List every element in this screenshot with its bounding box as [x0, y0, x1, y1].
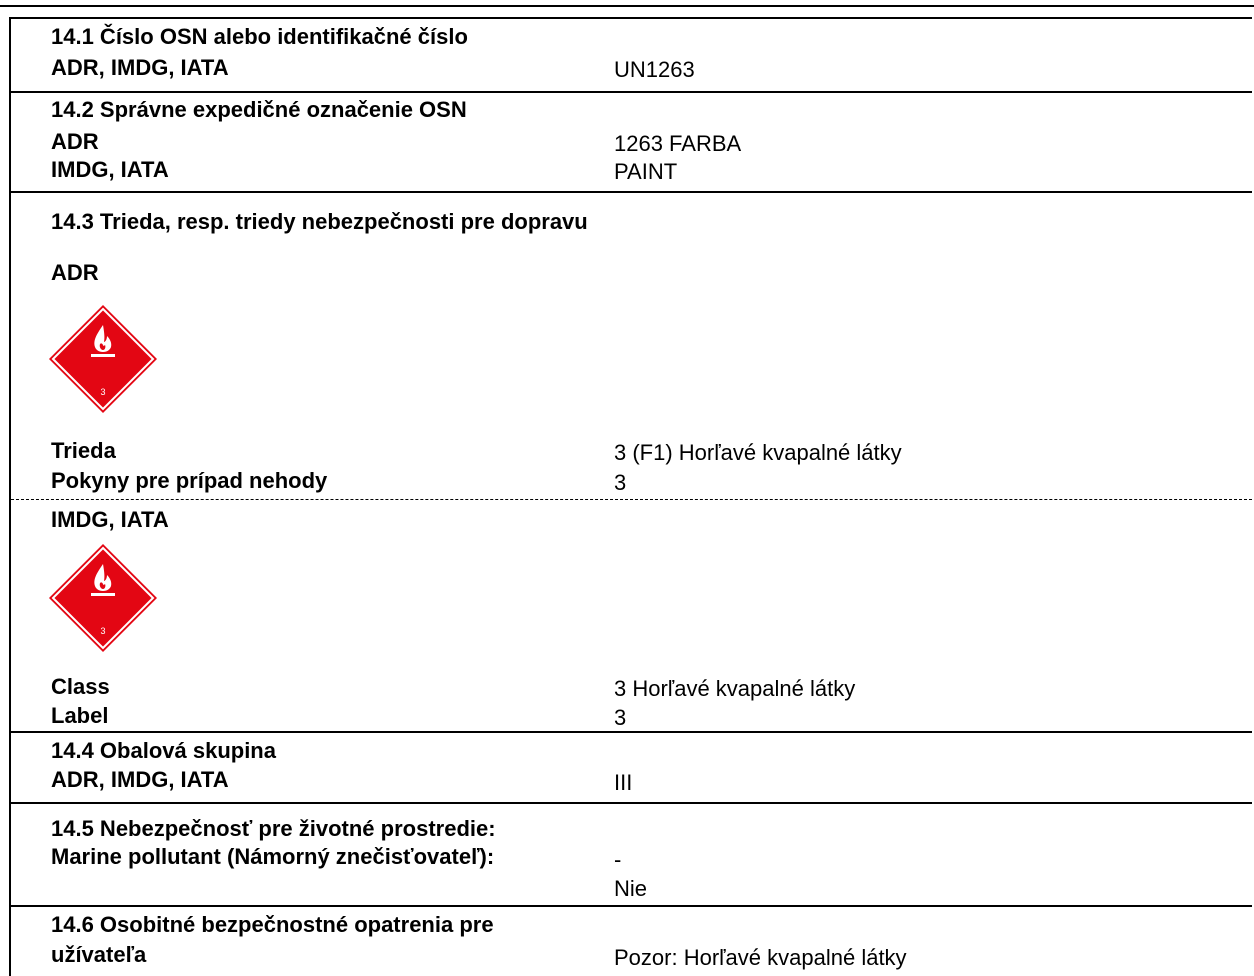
section-14-3-adr-value-trieda: 3 (F1) Horľavé kvapalné látky — [614, 440, 902, 465]
section-14-4-label: ADR, IMDG, IATA — [51, 767, 229, 792]
section-14-3-imdg-title: IMDG, IATA — [51, 507, 169, 532]
section-14-2-heading: 14.2 Správne expedičné označenie OSN — [51, 97, 467, 122]
section-14-6-value: Pozor: Horľavé kvapalné látky — [614, 945, 907, 970]
pictogram-class-number: 3 — [100, 626, 106, 636]
section-14-3-adr-title: ADR — [51, 260, 99, 285]
section-14-3-heading: 14.3 Trieda, resp. triedy nebezpečnosti pre dopravu — [51, 209, 588, 234]
divider-line — [11, 802, 1252, 804]
section-14-1-heading: 14.1 Číslo OSN alebo identifikačné číslo — [51, 24, 468, 49]
section-14-4-value: III — [614, 770, 633, 795]
section-14-1-label: ADR, IMDG, IATA — [51, 55, 229, 80]
divider-line — [11, 905, 1252, 907]
divider-line — [11, 191, 1252, 193]
section-14-5-label: Marine pollutant (Námorný znečisťovateľ): — [51, 844, 495, 869]
flammable-liquid-diamond-icon — [49, 544, 157, 652]
section-14-3-imdg-label-class: Class — [51, 674, 110, 699]
pictogram-class-number: 3 — [100, 387, 106, 397]
flammable-liquid-diamond-icon — [49, 305, 157, 413]
section-14-5-heading: 14.5 Nebezpečnosť pre životné prostredie: — [51, 816, 496, 841]
top-border-line — [0, 5, 1254, 7]
divider-line — [11, 91, 1252, 93]
divider-line — [11, 731, 1252, 733]
section-14-4-heading: 14.4 Obalová skupina — [51, 738, 276, 763]
section-14-5-value: - — [614, 847, 622, 872]
section-14-2-value-imdg: PAINT — [614, 159, 678, 184]
section-14-3-adr-label-trieda: Trieda — [51, 438, 116, 463]
section-14-2-label-imdg: IMDG, IATA — [51, 157, 169, 182]
section-14-3-imdg-label-label: Label — [51, 703, 109, 728]
section-14-3-imdg-value-label: 3 — [614, 705, 627, 730]
section-14-2-label-adr: ADR — [51, 129, 99, 154]
transport-information-sheet — [9, 17, 1252, 976]
section-14-1-value: UN1263 — [614, 57, 695, 82]
section-14-2-value-adr: 1263 FARBA — [614, 131, 742, 156]
section-14-6-heading-line2: užívateľa — [51, 942, 147, 967]
section-14-3-imdg-value-class: 3 Horľavé kvapalné látky — [614, 676, 856, 701]
section-14-3-adr-value-pokyny: 3 — [614, 470, 627, 495]
section-14-6-heading-line1: 14.6 Osobitné bezpečnostné opatrenia pre — [51, 912, 494, 937]
section-14-3-adr-label-pokyny: Pokyny pre prípad nehody — [51, 468, 328, 493]
dashed-divider-line — [11, 499, 1252, 500]
section-14-5-value-2: Nie — [614, 876, 648, 901]
